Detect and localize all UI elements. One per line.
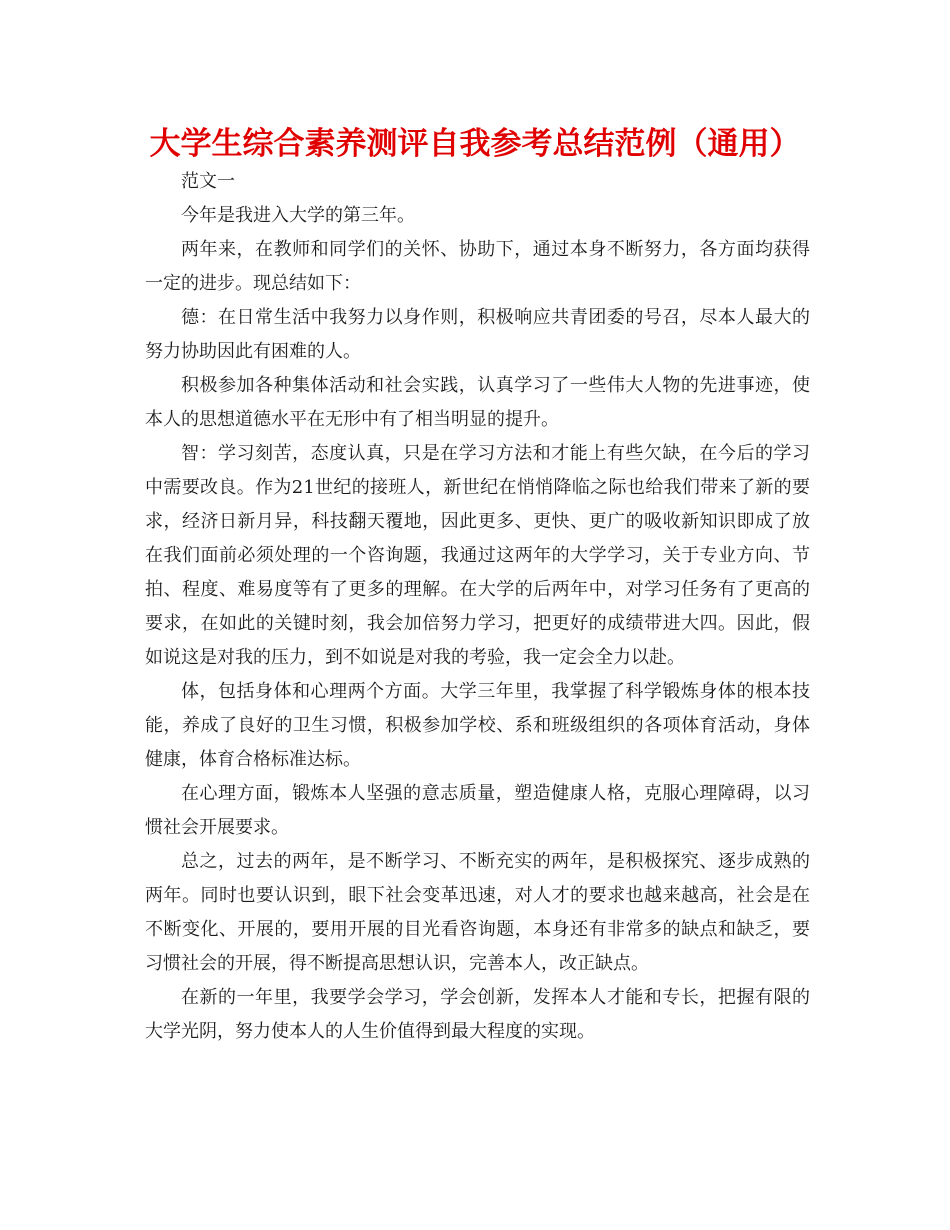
paragraph: 总之，过去的两年，是不断学习、不断充实的两年，是积极探究、逐步成熟的两年。同时也要认识到，眼下社会变革迅速，对人才的要求也越来越高，社会是在不断变化、开展的，要用开展的目光看咨询题，本身还有非常多的缺点和缺乏，要习惯社会的开展，得不断提高思想认识，完善本人，改正缺点。 [145,851,810,974]
paragraph: 积极参加各种集体活动和社会实践，认真学习了一些伟大人物的先进事迹，使本人的思想道德水平在无形中有了相当明显的提升。 [145,375,810,430]
document-body [145,165,810,1049]
paragraph: 两年来，在教师和同学们的关怀、协助下，通过本身不断努力，各方面均获得一定的进步。现总结如下： [145,239,810,294]
paragraph: 德：在日常生活中我努力以身作则，积极响应共青团委的号召，尽本人最大的努力协助因此有困难的人。 [145,307,810,362]
paragraph: 体，包括身体和心理两个方面。大学三年里，我掌握了科学锻炼身体的根本技能，养成了良好的卫生习惯，积极参加学校、系和班级组织的各项体育活动，身体健康，体育合格标准达标。 [145,681,810,770]
paragraph: 在心理方面，锻炼本人坚强的意志质量，塑造健康人格，克服心理障碍，以习惯社会开展要求。 [145,783,810,838]
paragraph-heading: 范文一 [181,171,235,192]
document-title: 大学生综合素养测评自我参考总结范例（通用） [149,126,801,162]
paragraph: 在新的一年里，我要学会学习，学会创新，发挥本人才能和专长，把握有限的大学光阴，努力使本人的人生价值得到最大程度的实现。 [145,987,810,1042]
paragraph: 今年是我进入大学的第三年。 [181,205,415,226]
paragraph: 智：学习刻苦，态度认真，只是在学习方法和才能上有些欠缺，在今后的学习中需要改良。作为21世纪的接班人，新世纪在悄悄降临之际也给我们带来了新的要求，经济日新月异，科技翻天覆地，因此更多、更快、更广的吸收新知识即成了放在我们面前必须处理的一个咨询题，我通过这两年的大学学习，关于专业方向、节拍、程度、难易度等有了更多的理解。在大学的后两年中，对学习任务有了更高的要求，在如此的关键时刻，我会加倍努力学习，把更好的成绩带进大四。因此，假如说这是对我的压力，到不如说是对我的考验，我一定会全力以赴。 [145,443,810,668]
